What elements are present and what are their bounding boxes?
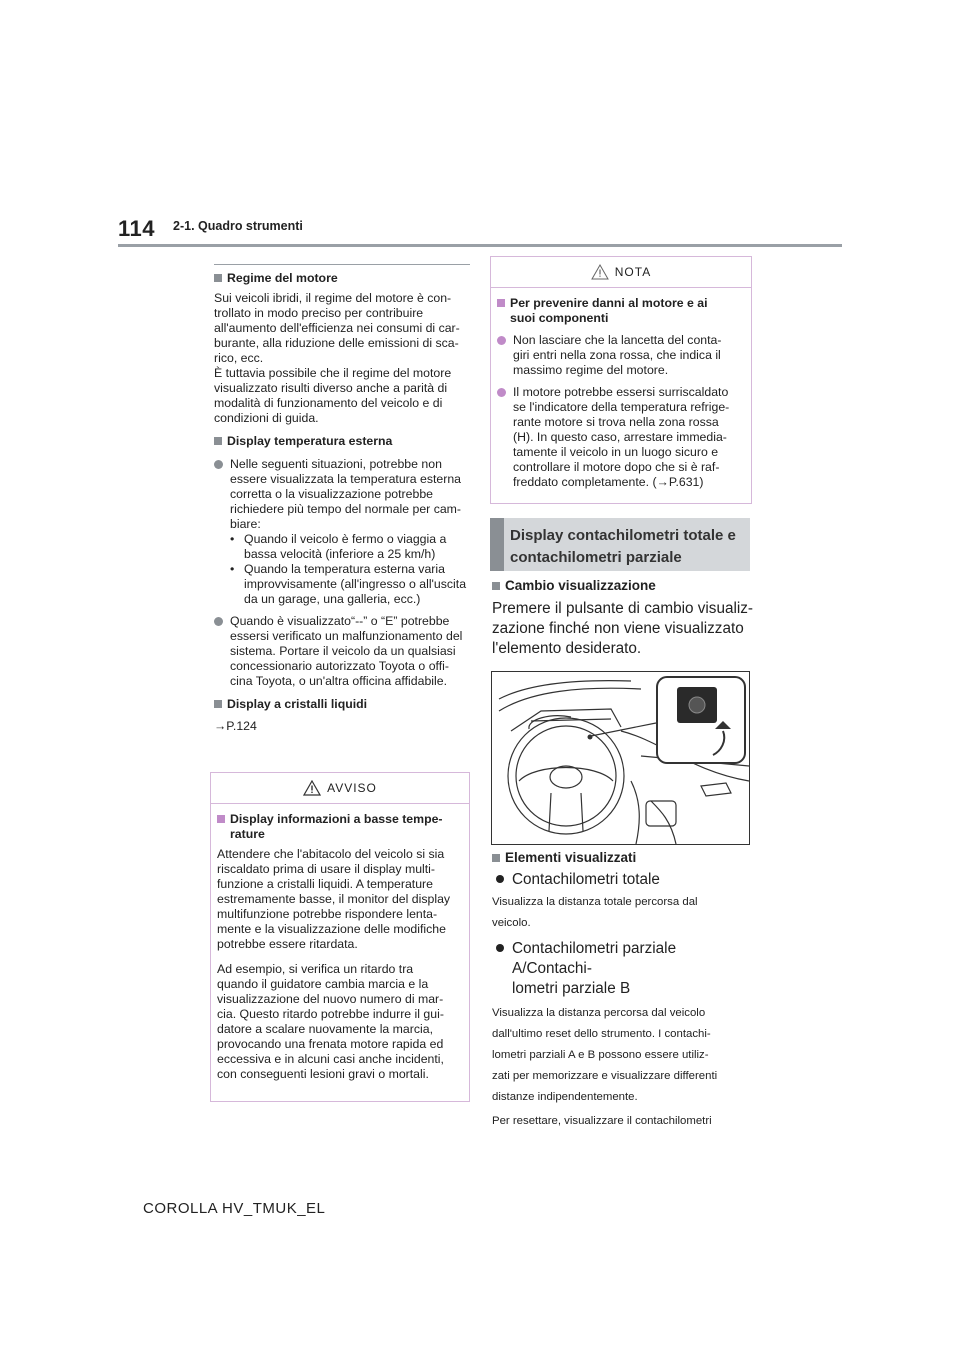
item-description: Visualizza la distanza percorsa dal veicolo dall'ultimo reset dello strumento. I contachi- lometri parziali A e B possono essere utiliz- zati per memorizzare e visualizzare differenti distanze indipendentemente.: [492, 1007, 718, 1103]
dashboard-illustration: [491, 671, 750, 845]
list-item: Contachilometri totale: [492, 870, 754, 890]
square-bullet-icon: [217, 815, 225, 823]
item-description: Visualizza la distanza totale percorsa dal veicolo.: [492, 896, 698, 929]
paragraph-reset: Per resettare, visualizzare il contachilometri: [492, 1115, 712, 1127]
round-bullet-icon: [497, 336, 506, 345]
round-bullet-icon: [496, 944, 504, 952]
square-bullet-icon: [214, 700, 222, 708]
note-bullet: Il motore potrebbe essersi surriscaldato se l'indicatore della temperatura refrige- rante motore si trova nella zona rossa (H). In questo caso, arrestare immedia- tamente il veicolo in un luogo sicuro e controllare il motore dopo che si è raf- freddato completamente. (→P.631): [497, 385, 745, 490]
right-column-bottom: [492, 850, 754, 1132]
note-box: [490, 256, 752, 504]
sub-list-item: • Quando il veicolo è fermo o viaggia a bassa velocità (inferiore a 25 km/h): [230, 532, 447, 561]
note-heading: Per prevenire danni al motore e ai suoi componenti: [497, 296, 745, 326]
round-bullet-icon: [214, 617, 223, 626]
paragraph-cambio: Premere il pulsante di cambio visualiz- zazione finché non viene visualizzato l'elemento desiderato.: [492, 600, 754, 657]
section-banner: Display contachilometri totale e contachilometri parziale: [490, 518, 750, 571]
section-title: 2-1. Quadro strumenti: [173, 219, 303, 233]
warning-triangle-icon: [303, 780, 321, 796]
square-bullet-icon: [492, 582, 500, 590]
round-bullet-icon: [496, 875, 504, 883]
note-header: NOTA: [491, 257, 751, 288]
page-number: 114: [118, 216, 155, 241]
note-bullet: Non lasciare che la lancetta del conta- giri entri nella zona rossa, che indica il massimo regime del motore.: [497, 333, 745, 378]
warning-box: [210, 772, 470, 1102]
warning-header: AVVISO: [211, 773, 469, 804]
divider: [214, 264, 470, 265]
square-bullet-icon: [214, 274, 222, 282]
left-column: [214, 264, 470, 734]
page-reference: →P.124: [214, 719, 257, 733]
warning-heading: Display informazioni a basse tempe- rature: [217, 812, 463, 842]
heading-display: Display a cristalli liquidi: [214, 697, 470, 712]
square-bullet-icon: [214, 437, 222, 445]
square-bullet-icon: [492, 854, 500, 862]
bullet-text: Nelle seguenti situazioni, potrebbe non essere visualizzata la temperatura esterna corretta o la visualizzazione potrebbe richiedere più tempo del normale per cam- biare:: [230, 457, 462, 531]
heading-elementi: Elementi visualizzati: [492, 850, 754, 865]
paragraph-regime: Sui veicoli ibridi, il regime del motore è con- trollato in modo preciso per contribuire all'aumento dell'efficienza nei consumi di car- burante, alla riduzione delle emissioni di sca- rico, ecc. È tuttavia possibile che il regime del motore visualizzato risulti diverso anche a parità di modalità di funzionamento del veicolo e di condizioni di guida.: [214, 291, 460, 425]
round-bullet-icon: [214, 460, 223, 469]
heading-cambio: Cambio visualizzazione: [492, 578, 754, 593]
square-bullet-icon: [497, 299, 505, 307]
caution-triangle-icon: [591, 264, 609, 280]
header-rule: [118, 244, 842, 247]
bullet-item: [214, 457, 470, 607]
warning-paragraph: Attendere che l'abitacolo del veicolo si sia riscaldato prima di usare il display multi- funzione a cristalli liquidi. A temperature estremamente basse, il monitor del display multifunzione potrebbe rispondere lenta- mente e la visualizzazione delle modifiche potrebbe essere ritardata.: [217, 847, 451, 951]
warning-paragraph: Ad esempio, si verifica un ritardo tra quando il guidatore cambia marcia e la visualizzazione del nuovo numero di mar- cia. Questo ritardo potrebbe indurre il gui- datore a scalare nuovamente la marcia, provocando una frenata motore rapida ed eccessiva e in alcuni casi anche incidenti, con conseguenti lesioni gravi o mortali.: [217, 962, 444, 1081]
heading-regime: Regime del motore: [214, 271, 470, 286]
right-column-top: [492, 578, 754, 659]
bullet-item: Quando è visualizzato“--” o “E” potrebbe essersi verificato un malfunzionamento del sistema. Portare il veicolo da un qualsiasi concessionario autorizzato Toyota o offi- cina Toyota, o un'altra officina affidabile.: [214, 614, 470, 689]
list-item: Contachilometri parziale A/Contachi- lometri parziale B: [492, 939, 754, 999]
heading-temperatura: Display temperatura esterna: [214, 434, 470, 449]
footer-model: COROLLA HV_TMUK_EL: [143, 1200, 326, 1217]
round-bullet-icon: [497, 388, 506, 397]
sub-list-item: • Quando la temperatura esterna varia improvvisamente (all'ingresso o all'uscita da un garage, una galleria, ecc.): [230, 562, 467, 606]
